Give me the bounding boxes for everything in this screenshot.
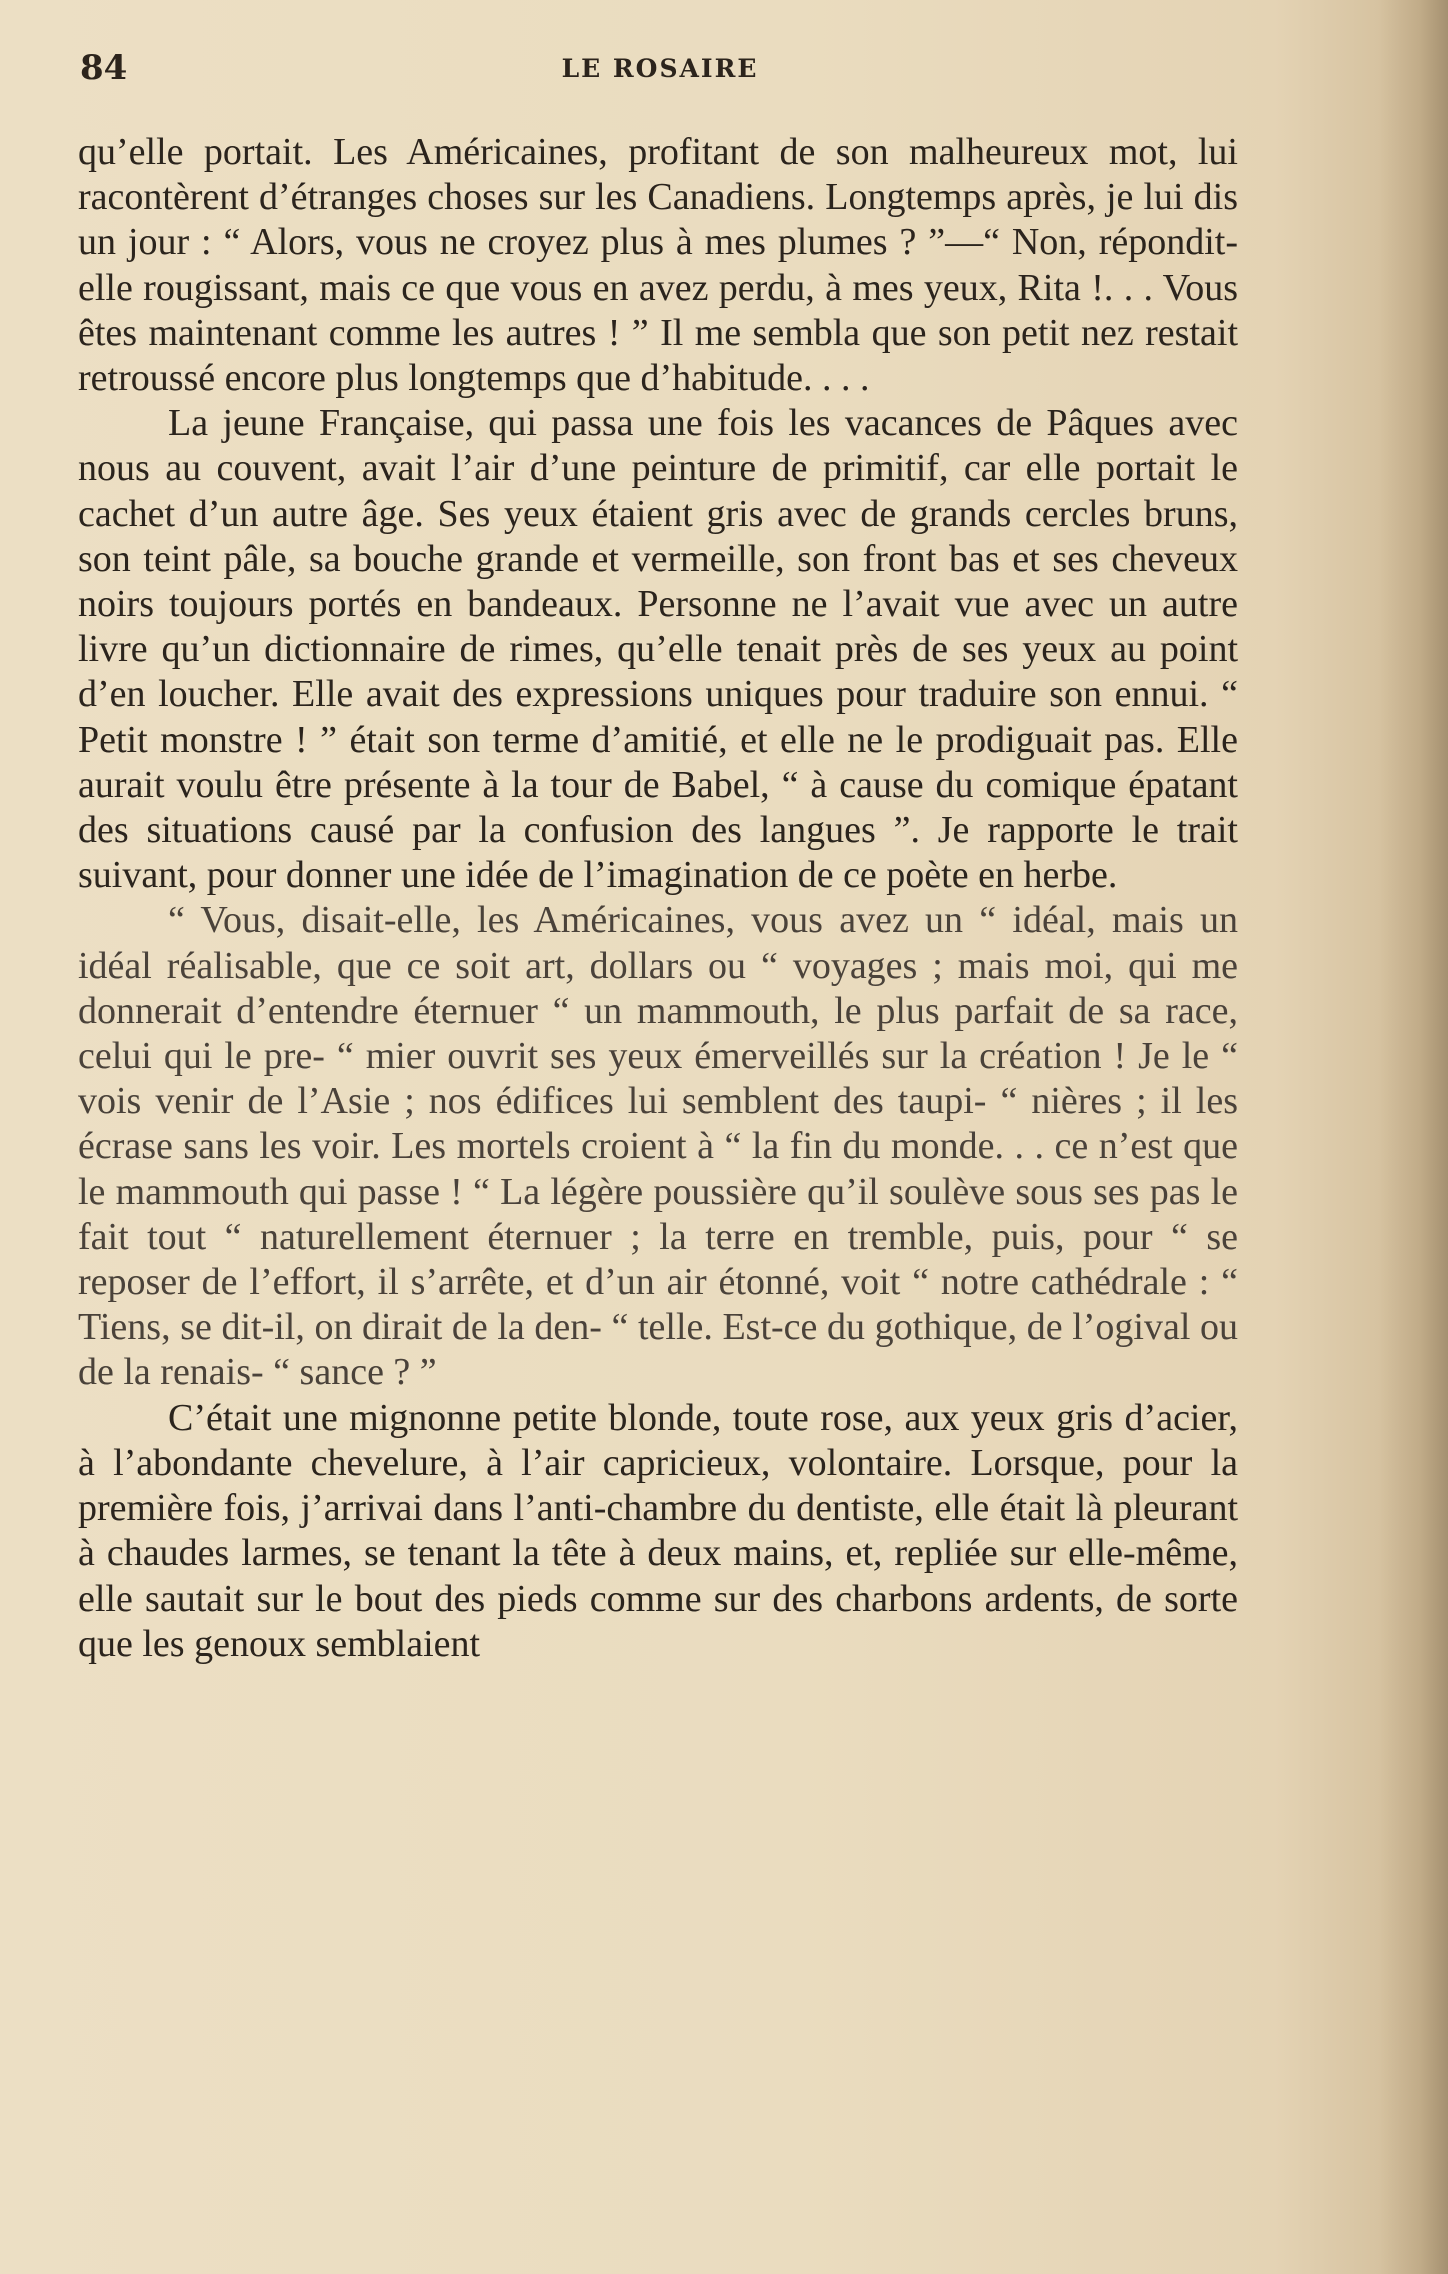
page-edge-shadow	[1378, 0, 1448, 2274]
page-number: 84	[80, 48, 128, 88]
body-text	[78, 130, 1238, 1667]
running-head	[80, 48, 1240, 88]
paragraph-2: La jeune Française, qui passa une fois les vacances de Pâques avec nous au couvent, avait l’air d’une peinture de primitif, car elle portait le cachet d’un autre âge. Ses yeux étaient gris avec de grands cercles bruns, son teint pâle, sa bouche grande et vermeille, son front bas et ses cheveux noirs toujours portés en bandeaux. Personne ne l’avait vue avec un autre livre qu’un dictionnaire de rimes, qu’elle tenait près de ses yeux au point d’en loucher. Elle avait des expressions uniques pour traduire son ennui. “ Petit monstre ! ” était son terme d’amitié, et elle ne le prodiguait pas. Elle aurait voulu être présente à la tour de Babel, “ à cause du comique épatant des situations causé par la confusion des langues ”. Je rapporte le trait suivant, pour donner une idée de l’imagination de ce poète en herbe.	[78, 402, 1238, 897]
paragraph-4: C’était une mignonne petite blonde, toute rose, aux yeux gris d’acier, à l’abondante chevelure, à l’air capricieux, volontaire. Lorsque, pour la première fois, j’arrivai dans l’anti-chambre du dentiste, elle était là pleurant à chaudes larmes, se tenant la tête à deux mains, et, repliée sur elle-même, elle sautait sur le bout des pieds comme sur des charbons ardents, de sorte que les genoux semblaient	[78, 1396, 1238, 1665]
paragraph-3-quotation: “ Vous, disait-elle, les Américaines, vous avez un “ idéal, mais un idéal réalisable, que ce soit art, dollars ou “ voyages ; mais moi, qui me donnerait d’entendre éternuer “ un mammouth, le plus parfait de sa race, celui qui le pre- “ mier ouvrit ses yeux émerveillés sur la création ! Je le “ vois venir de l’Asie ; nos édifices lui semblent des taupi- “ nières ; il les écrase sans les voir. Les mortels croient à “ la fin du monde. . . ce n’est que le mammouth qui passe ! “ La légère poussière qu’il soulève sous ses pas le fait tout “ naturellement éternuer ; la terre en tremble, puis, pour “ se reposer de l’effort, il s’arrête, et d’un air étonné, voit “ notre cathédrale : “ Tiens, se dit-il, on dirait de la den- “ telle. Est-ce du gothique, de l’ogival ou de la renais- “ sance ? ”	[78, 899, 1238, 1394]
running-title: LE ROSAIRE	[561, 54, 759, 83]
paragraph-1: qu’elle portait. Les Américaines, profitant de son malheureux mot, lui racontèrent d’étranges choses sur les Canadiens. Longtemps après, je lui dis un jour : “ Alors, vous ne croyez plus à mes plumes ? ”—“ Non, répondit-elle rougissant, mais ce que vous en avez perdu, à mes yeux, Rita !. . . Vous êtes maintenant comme les autres ! ” Il me sembla que son petit nez restait retroussé encore plus longtemps que d’habitude. . . .	[78, 131, 1238, 400]
